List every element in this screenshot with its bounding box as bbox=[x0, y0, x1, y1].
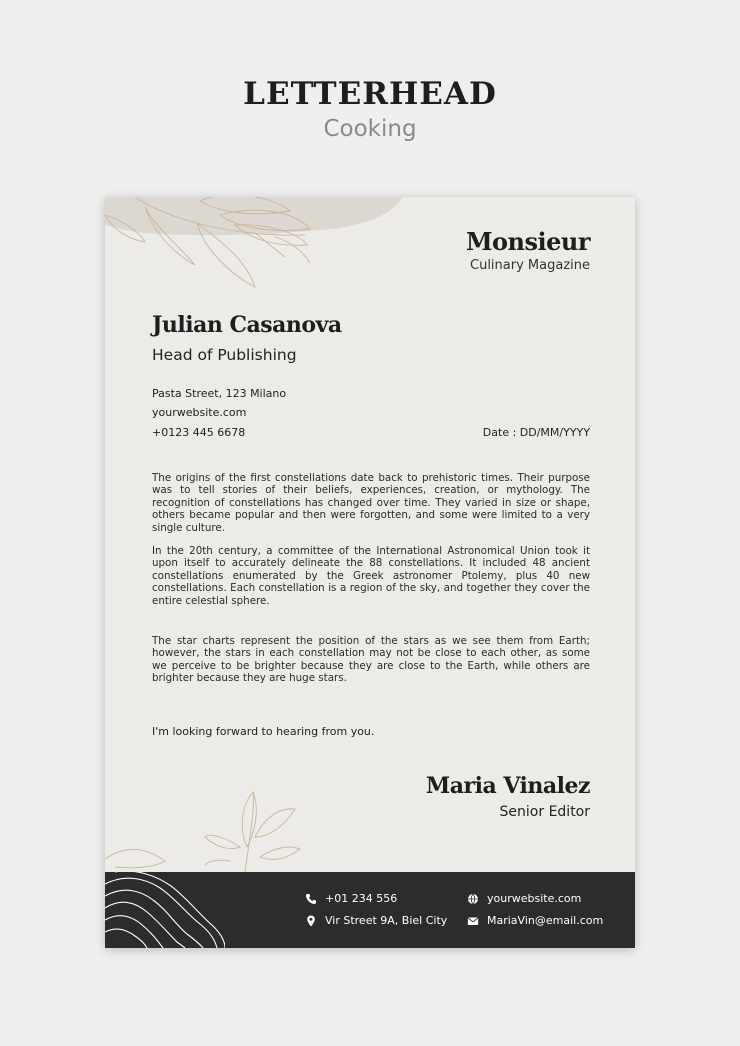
footer-bar bbox=[105, 872, 635, 948]
letter-date: Date : DD/MM/YYYY bbox=[482, 426, 590, 439]
phone-icon bbox=[305, 893, 317, 905]
letterhead-sheet bbox=[105, 197, 635, 948]
signature-role: Senior Editor bbox=[499, 804, 590, 820]
sender-name: Julian Casanova bbox=[152, 312, 342, 338]
globe-icon bbox=[467, 893, 479, 905]
body-paragraph-3: The star charts represent the position of the stars as we see them from Earth; however, the stars in each constellation may not be close to each other, as some we perceive to be brighter because they are close to the Earth, while others are brighter because they are huge stars. bbox=[152, 635, 590, 685]
location-pin-icon bbox=[305, 915, 317, 927]
sender-website[interactable]: yourwebsite.com bbox=[152, 406, 247, 419]
signature-name: Maria Vinalez bbox=[425, 773, 590, 799]
body-paragraph-2: In the 20th century, a committee of the International Astronomical Union took it upon itself to accurately delineate the 88 constellations. It included 48 ancient constellations enumerated by the Greek astronomer Ptolemy, plus 40 new constellations. Each constellation is a region of the sky, and together they cover the entire celestial sphere. bbox=[152, 545, 590, 607]
body-paragraph-1: The origins of the first constellations date back to prehistoric times. Their purpose was to tell stories of their beliefs, experiences, creation, or mythology. The recognition of constellations has changed over time. They varied in size or shape, others became popular and then were forgotten, and some were limited to a very single culture. bbox=[152, 472, 590, 534]
sender-address: Pasta Street, 123 Milano bbox=[152, 387, 287, 400]
closing-line: I'm looking forward to hearing from you. bbox=[152, 725, 375, 738]
footer-address-text: Vir Street 9A, Biel City bbox=[325, 914, 448, 927]
footer-phone-text: +01 234 556 bbox=[325, 892, 398, 905]
wave-lines-decoration bbox=[105, 872, 225, 948]
brand-name: Monsieur bbox=[465, 227, 590, 256]
footer-website[interactable] bbox=[467, 892, 581, 905]
footer-email-text[interactable]: MariaVin@email.com bbox=[487, 914, 604, 927]
sender-phone: +0123 445 6678 bbox=[152, 426, 246, 439]
mail-icon bbox=[467, 915, 479, 927]
page-title: LETTERHEAD bbox=[243, 76, 497, 112]
corner-blob bbox=[105, 197, 403, 235]
bottom-leaves bbox=[105, 792, 300, 872]
footer-website-text[interactable]: yourwebsite.com bbox=[487, 892, 582, 905]
footer-address bbox=[305, 914, 447, 927]
sender-role: Head of Publishing bbox=[152, 346, 297, 364]
footer-email[interactable] bbox=[467, 914, 603, 927]
brand-tagline: Culinary Magazine bbox=[470, 258, 590, 273]
footer-phone bbox=[305, 892, 397, 905]
page-subtitle: Cooking bbox=[323, 116, 417, 142]
